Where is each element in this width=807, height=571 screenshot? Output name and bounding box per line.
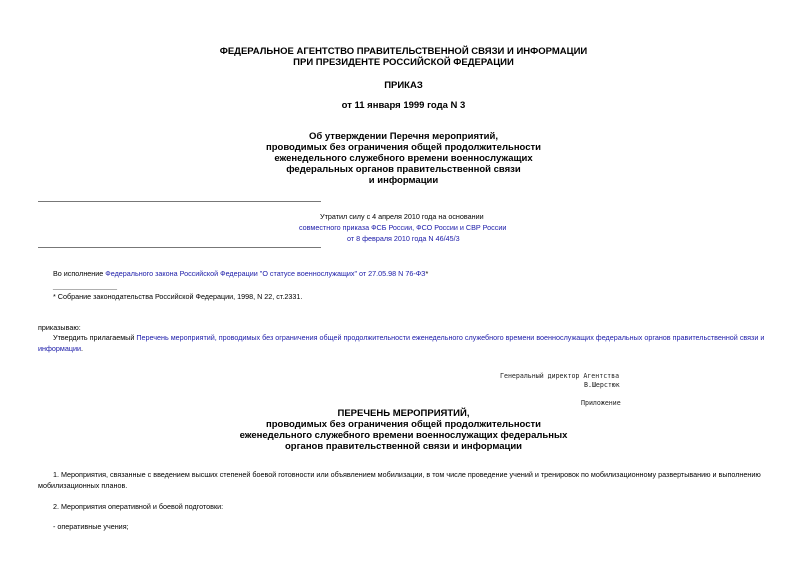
repeal-order-date-link[interactable]: от 8 февраля 2010 года N 46/45/3 [347,234,460,243]
list-title-line2: проводимых без ограничения общей продолжительности [265,419,542,430]
document-title-line4: федеральных органов правительственной связи [286,164,521,175]
repeal-order-link[interactable]: совместного приказа ФСБ России, ФСО России и СВР России [299,223,507,232]
document-title-line1: Об утверждении Перечня мероприятий, [309,131,498,142]
federal-law-link[interactable]: Федерального закона Российской Федерации "О статусе военнослужащих" от 27.05.98 N 76-ФЗ [105,269,426,278]
order-approve-line1 [53,332,764,344]
agency-name-line1: ФЕДЕРАЛЬНОЕ АГЕНТСТВО ПРАВИТЕЛЬСТВЕННОЙ СВЯЗИ И ИНФОРМАЦИИ [219,46,588,57]
list-link[interactable]: Перечень мероприятий, проводимых без ограничения общей продолжительности еженедельного служебного времени военнослужащих федеральных органов правительственной связи и [136,333,765,342]
status-note: Утратил силу с 4 апреля 2010 года на основании [320,212,484,221]
document-title-line2: проводимых без ограничения общей продолжительности [265,142,542,153]
intro-prefix: Во исполнение [53,269,106,278]
item-1-line2: мобилизационных планов. [38,481,128,490]
approve-prefix: Утвердить прилагаемый [53,333,137,342]
document-title-line3: еженедельного служебного времени военнослужащих [274,153,533,164]
order-approve-line2 [38,343,83,355]
intro-paragraph [53,268,428,280]
signer-name: В.Шерстюк [584,381,620,389]
footnote-text: * Собрание законодательства Российской Федерации, 1998, N 22, ст.2331. [53,292,303,301]
item-1-line1: 1. Мероприятия, связанные с введением высших степеней боевой готовности или объявлением мобилизации, в том числе проведение учений и тренировок по мобилизационному развертыванию и выполнению [53,470,761,479]
list-title-line4: органов правительственной связи и информации [284,441,523,452]
document-type: ПРИКАЗ [384,80,423,91]
list-link-continued[interactable]: информации [38,344,81,353]
status-top-rule [38,201,321,202]
document-title-line5: и информации [368,175,439,186]
item-2-sub-1: - оперативные учения; [53,522,129,531]
order-verb: приказываю: [38,323,81,332]
document-date: от 11 января 1999 года N 3 [341,100,466,111]
appendix-label: Приложение [581,399,621,407]
footnote-marker: * [425,269,429,278]
agency-name-line2: ПРИ ПРЕЗИДЕНТЕ РОССИЙСКОЙ ФЕДЕРАЦИИ [293,57,514,68]
footnote-separator: ________________ [53,281,117,290]
signer-position: Генеральный директор Агентства [500,372,620,380]
item-2: 2. Мероприятия оперативной и боевой подготовки: [53,502,224,511]
approve-suffix: . [80,344,83,353]
status-bottom-rule [38,247,321,248]
list-title-line3: еженедельного служебного времени военнослужащих федеральных [239,430,568,441]
list-title-line1: ПЕРЕЧЕНЬ МЕРОПРИЯТИЙ, [337,408,470,419]
